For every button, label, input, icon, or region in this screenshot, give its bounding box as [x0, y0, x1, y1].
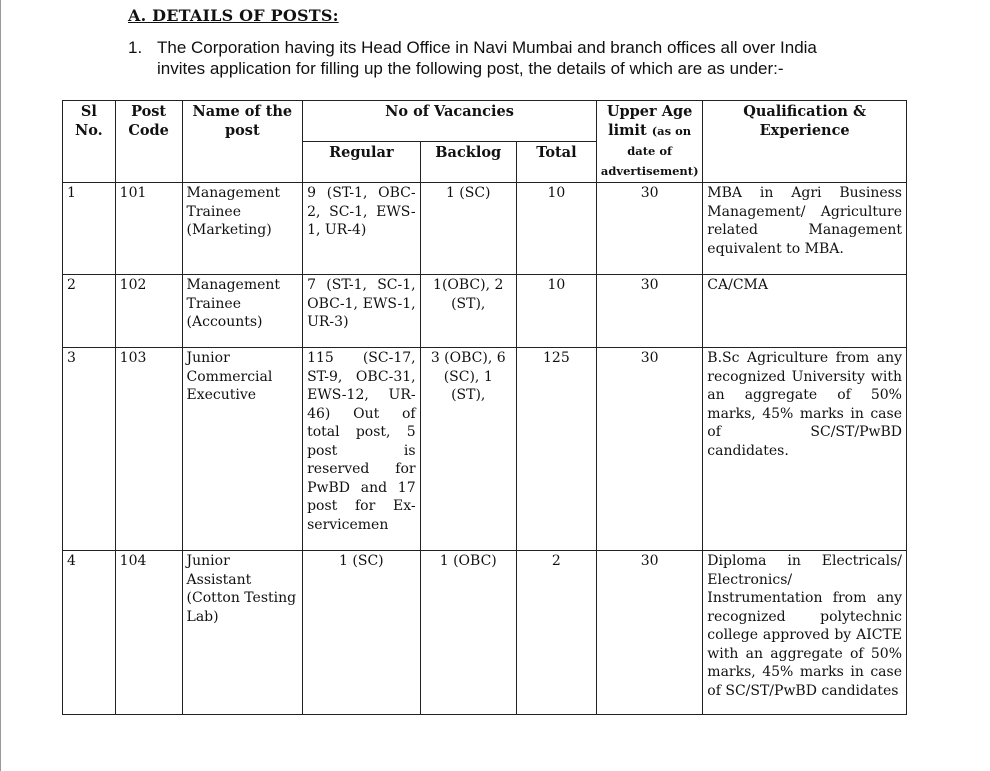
cell-sl: 4	[63, 551, 116, 715]
cell-sl: 2	[63, 275, 116, 348]
intro-text: The Corporation having its Head Office in Navi Mumbai and branch offices all over India invites application for filling up the following post, the details of which are as under:-	[157, 38, 817, 78]
header-name-of-post: Name of the post	[182, 101, 303, 183]
cell-age: 30	[596, 551, 702, 715]
header-sl-no: Sl No.	[63, 101, 116, 183]
cell-total: 125	[516, 348, 596, 551]
section-heading: A. DETAILS OF POSTS:	[128, 6, 339, 25]
table-row	[63, 275, 907, 348]
header-row-1	[63, 101, 907, 142]
cell-age: 30	[596, 183, 702, 275]
cell-total: 10	[516, 275, 596, 348]
page-left-border	[0, 0, 1, 771]
cell-total: 10	[516, 183, 596, 275]
table-row	[63, 551, 907, 715]
header-total: Total	[516, 142, 596, 183]
table-body	[63, 183, 907, 715]
cell-backlog: 3 (OBC), 6 (SC), 1 (ST),	[420, 348, 516, 551]
cell-backlog: 1(OBC), 2 (ST),	[420, 275, 516, 348]
cell-post-name: Junior Commercial Executive	[182, 348, 303, 551]
header-post-code: Post Code	[115, 101, 182, 183]
header-vacancies: No of Vacancies	[303, 101, 597, 142]
cell-total: 2	[516, 551, 596, 715]
cell-backlog: 1 (SC)	[420, 183, 516, 275]
cell-regular: 7 (ST-1, SC-1, OBC-1, EWS-1, UR-3)	[303, 275, 421, 348]
intro-number: 1.	[128, 38, 143, 57]
cell-post-name: Junior Assistant (Cotton Testing Lab)	[182, 551, 303, 715]
intro-paragraph	[128, 37, 858, 79]
header-age-note: (as on date of advertisement)	[600, 124, 699, 178]
cell-qualification: Diploma in Electricals/ Electronics/ Instrumentation from any recognized polytechnic college approved by AICTE with an aggregate of 50% marks, 45% marks in case of SC/ST/PwBD candidates	[703, 551, 907, 715]
cell-post-name: Management Trainee (Marketing)	[182, 183, 303, 275]
cell-qualification: MBA in Agri Business Management/ Agriculture related Management equivalent to MBA.	[703, 183, 907, 275]
table-row	[63, 348, 907, 551]
table-header	[63, 101, 907, 183]
cell-regular: 9 (ST-1, OBC-2, SC-1, EWS-1, UR-4)	[303, 183, 421, 275]
cell-backlog: 1 (OBC)	[420, 551, 516, 715]
cell-regular: 1 (SC)	[303, 551, 421, 715]
header-regular: Regular	[303, 142, 421, 183]
cell-age: 30	[596, 348, 702, 551]
cell-post-code: 101	[115, 183, 182, 275]
cell-sl: 1	[63, 183, 116, 275]
header-qualification: Qualification & Experience	[703, 101, 907, 183]
table-row	[63, 183, 907, 275]
header-age-main: Upper Age limit	[606, 103, 693, 139]
cell-qualification: B.Sc Agriculture from any recognized University with an aggregate of 50% marks, 45% marks in case of SC/ST/PwBD candidates.	[703, 348, 907, 551]
cell-post-code: 104	[115, 551, 182, 715]
header-backlog: Backlog	[420, 142, 516, 183]
cell-post-code: 102	[115, 275, 182, 348]
cell-age: 30	[596, 275, 702, 348]
cell-regular: 115 (SC-17, ST-9, OBC-31, EWS-12, UR-46) Out of total post, 5 post is reserved for PwBD and 17 post for Ex-servicemen	[303, 348, 421, 551]
cell-qualification: CA/CMA	[703, 275, 907, 348]
cell-sl: 3	[63, 348, 116, 551]
cell-post-name: Management Trainee (Accounts)	[182, 275, 303, 348]
cell-post-code: 103	[115, 348, 182, 551]
header-upper-age-limit	[596, 101, 702, 183]
posts-table	[62, 100, 907, 715]
